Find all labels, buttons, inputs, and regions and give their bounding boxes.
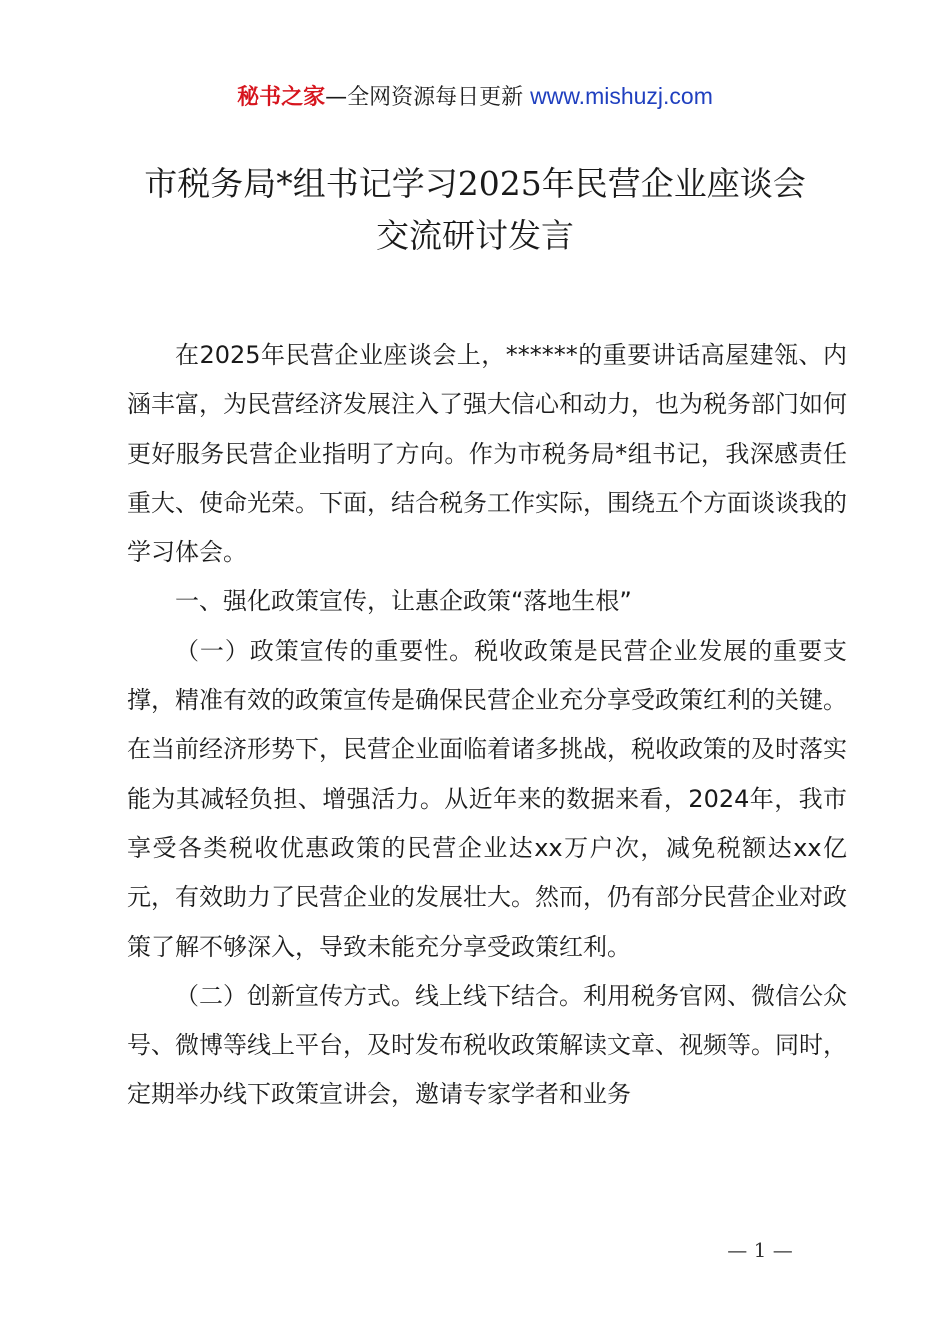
header-slogan: —全网资源每日更新: [325, 85, 531, 110]
title-line-1: 市税务局*组书记学习2025年民营企业座谈会: [144, 164, 806, 203]
brand-name: 秘书之家: [237, 85, 326, 110]
paragraph-intro: 在2025年民营企业座谈会上，******的重要讲话高屋建瓴、内涵丰富，为民营经济发展注入了强大信心和动力，也为税务部门如何更好服务民营企业指明了方向。作为市税务局*组书记，我深感责任重大、使命光荣。下面，结合税务工作实际，围绕五个方面谈谈我的学习体会。: [127, 341, 847, 567]
paragraph-1-1: （一）政策宣传的重要性。税收政策是民营企业发展的重要支撑，精准有效的政策宣传是确保民营企业充分享受政策红利的关键。在当前经济形势下，民营企业面临着诸多挑战，税收政策的及时落实能为其减轻负担、增强活力。从近年来的数据来看，2024年，我市享受各类税收优惠政策的民营企业达xx万户次，减免税额达xx亿元，有效助力了民营企业的发展壮大。然而，仍有部分民营企业对政策了解不够深入，导致未能充分享受政策红利。: [127, 636, 847, 961]
section-heading-1: 一、强化政策宣传，让惠企政策“落地生根”: [175, 587, 632, 616]
document-title: [60, 158, 890, 262]
document-body: [127, 331, 847, 1120]
site-url-link[interactable]: www.mishuzj.com: [530, 83, 713, 109]
page-number: — 1 —: [727, 1238, 793, 1262]
site-header: [0, 80, 950, 114]
paragraph-1-2: （二）创新宣传方式。线上线下结合。利用税务官网、微信公众号、微博等线上平台，及时发布税收政策解读文章、视频等。同时，定期举办线下政策宣讲会，邀请专家学者和业务: [127, 981, 847, 1109]
title-line-2: 交流研讨发言: [376, 216, 574, 255]
